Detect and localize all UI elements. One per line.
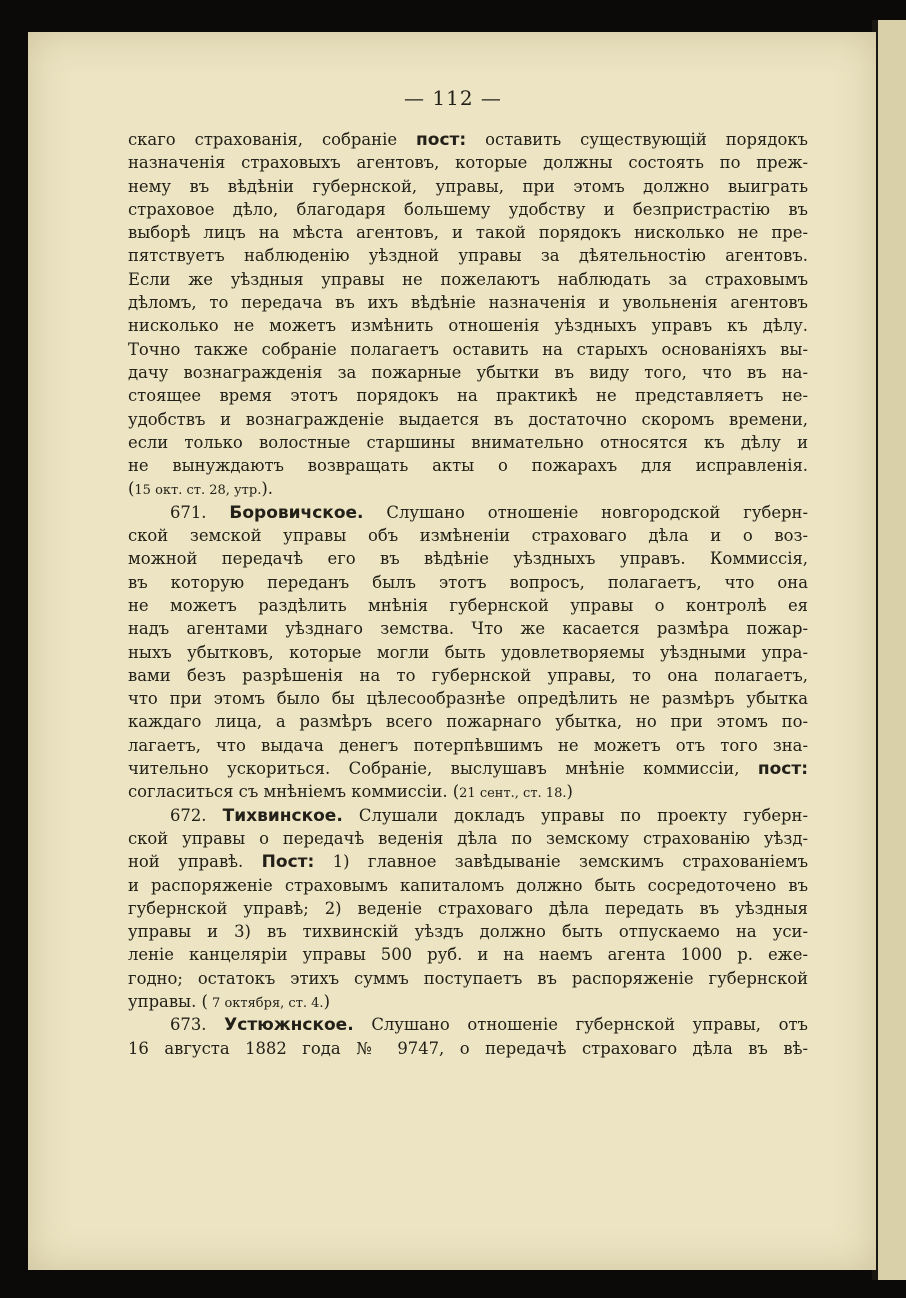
- text-line: [128, 594, 808, 617]
- bold-keyword: Пост:: [261, 852, 315, 873]
- text-segment: годно; остатокъ этихъ суммъ поступаетъ въ распоряженіе губернской: [128, 968, 808, 988]
- text-line: [128, 897, 808, 920]
- text-segment: каждаго лица, а размѣръ всего пожарнаго убытка, но при этомъ по-: [128, 712, 808, 732]
- text-segment: можной передачѣ его въ вѣдѣніе уѣздныхъ управъ. Коммиссія,: [128, 549, 808, 569]
- adjacent-page-edge: [878, 20, 906, 1280]
- text-segment: ской земской управы объ измѣненіи страховаго дѣла и о воз-: [128, 526, 808, 546]
- text-segment: Если же уѣздныя управы не пожелаютъ наблюдать за страховымъ: [128, 269, 808, 289]
- text-segment: Слушано отношеніе новгородской губерн-: [363, 502, 808, 522]
- text-line: [128, 175, 808, 198]
- text-segment: Слушали докладъ управы по проекту губерн-: [342, 805, 808, 825]
- text-segment: пятствуетъ наблюденію уѣздной управы за дѣятельностію агентовъ.: [128, 246, 808, 266]
- text-line: [128, 477, 808, 500]
- text-segment: 1) главное завѣдываніе земскимъ страхованіемъ: [314, 852, 809, 872]
- text-segment: губернской управѣ; 2) веденіе страховаго дѣла передать въ уѣздныя: [128, 898, 808, 918]
- text-segment: вами безъ разрѣшенія на то губернской управы, то она полагаетъ,: [128, 665, 808, 685]
- text-line: [128, 943, 808, 966]
- text-segment: выборѣ лицъ на мѣста агентовъ, и такой порядокъ нисколько не пре-: [128, 223, 808, 243]
- text-line: [128, 408, 808, 431]
- text-segment: и распоряженіе страховымъ капиталомъ должно быть сосредоточено въ: [128, 875, 808, 895]
- bold-keyword: Устюжнское.: [224, 1015, 354, 1036]
- bold-keyword: пост:: [416, 130, 467, 150]
- text-line: [128, 314, 808, 337]
- text-segment: оставить существующій порядокъ: [466, 130, 808, 149]
- text-segment: не вынуждаютъ возвращать акты о пожарахъ для исправленія.: [128, 456, 808, 476]
- text-segment: 16 августа 1882 года № 9747, о передачѣ страховаго дѣла въ вѣ-: [128, 1038, 808, 1058]
- text-line: [128, 431, 808, 454]
- text-segment: согласиться съ мнѣніемъ коммиссіи. (: [128, 782, 460, 802]
- text-line: [128, 244, 808, 267]
- text-line: [128, 641, 808, 664]
- text-segment: 673.: [170, 1015, 225, 1035]
- text-segment: не можетъ раздѣлить мнѣнія губернской управы о контролѣ ея: [128, 595, 808, 615]
- text-segment: Слушано отношеніе губернской управы, отъ: [353, 1015, 808, 1035]
- text-segment: удобствъ и вознагражденіе выдается въ достаточно скоромъ времени,: [128, 409, 808, 429]
- text-segment: въ которую переданъ былъ этотъ вопросъ, полагаетъ, что она: [128, 572, 808, 592]
- text-segment: (: [128, 479, 135, 499]
- text-line: [128, 1037, 808, 1060]
- text-line: [128, 804, 808, 827]
- text-segment: чительно ускориться. Собраніе, выслушавъ мнѣніе коммиссіи,: [128, 759, 758, 779]
- text-segment: страховое дѣло, благодаря большему удобству и безпристрастію въ: [128, 199, 808, 219]
- text-line: [128, 757, 808, 780]
- text-line: [128, 827, 808, 850]
- text-line: [128, 617, 808, 640]
- text-line: [128, 221, 808, 244]
- text-segment: дѣломъ, то передача въ ихъ вѣдѣніе назначенія и увольненія агентовъ: [128, 293, 808, 313]
- text-segment: стоящее время этотъ порядокъ на практикѣ не представляетъ не-: [128, 386, 808, 406]
- text-segment: леніе канцеляріи управы 500 руб. и на наемъ агента 1000 р. еже-: [128, 945, 808, 965]
- text-line: [128, 687, 808, 710]
- text-segment: управы и 3) въ тихвинскій уѣздъ должно быть отпускаемо на уси-: [128, 922, 808, 942]
- text-segment: назначенія страховыхъ агентовъ, которые должны состоять по преж-: [128, 153, 808, 173]
- text-segment: лагаетъ, что выдача денегъ потерпѣвшимъ не можетъ отъ того зна-: [128, 735, 808, 755]
- bold-keyword: пост:: [757, 759, 808, 780]
- bold-keyword: Тихвинское.: [222, 805, 343, 826]
- text-line: [128, 151, 808, 174]
- text-segment: что при этомъ было бы цѣлесообразнѣе опредѣлить не размѣръ убытка: [128, 689, 808, 709]
- text-line: [128, 571, 808, 594]
- text-line: [128, 920, 808, 943]
- text-segment: 671.: [170, 502, 230, 522]
- text-line: [128, 524, 808, 547]
- text-line: [128, 990, 808, 1013]
- text-line: [128, 361, 808, 384]
- text-line: [128, 268, 808, 291]
- text-segment: дачу вознагражденія за пожарные убытки въ виду того, что въ на-: [128, 362, 808, 382]
- page-body-text: [128, 128, 808, 1060]
- text-line: [128, 664, 808, 687]
- text-segment: управы. (: [128, 991, 208, 1011]
- text-line: [128, 501, 808, 524]
- text-line: [128, 547, 808, 570]
- text-segment: 672.: [170, 805, 223, 825]
- text-segment: надъ агентами уѣзднаго земства. Что же касается размѣра пожар-: [128, 619, 808, 639]
- text-segment: нему въ вѣдѣніи губернской, управы, при этомъ должно выиграть: [128, 176, 808, 196]
- text-line: [128, 454, 808, 477]
- text-segment: нисколько не можетъ измѣнить отношенія уѣздныхъ управъ къ дѣлу.: [128, 316, 808, 336]
- text-line: [128, 734, 808, 757]
- text-line: [128, 384, 808, 407]
- page-number: — 112 —: [404, 86, 502, 110]
- text-segment: ): [566, 782, 573, 802]
- citation-text: 7 октября, ст. 4.: [207, 995, 324, 1011]
- text-segment: ной управѣ.: [128, 852, 262, 872]
- text-segment: если только волостные старшины внимательно относятся къ дѣлу и: [128, 432, 808, 452]
- citation-text: 21 сент., ст. 18.: [459, 786, 567, 802]
- text-line: [128, 967, 808, 990]
- text-line: [128, 198, 808, 221]
- text-line: [128, 1013, 808, 1036]
- text-line: [128, 780, 808, 803]
- citation-text: 15 окт. ст. 28, утр.: [134, 483, 262, 499]
- text-segment: Точно также собраніе полагаетъ оставить на старыхъ основаніяхъ вы-: [128, 339, 808, 359]
- text-segment: скаго страхованія, собраніе: [128, 130, 417, 149]
- text-line: [128, 128, 808, 151]
- text-segment: ): [323, 991, 330, 1011]
- text-line: [128, 291, 808, 314]
- text-segment: ).: [261, 479, 273, 499]
- text-line: [128, 874, 808, 897]
- text-line: [128, 710, 808, 733]
- text-line: [128, 338, 808, 361]
- text-segment: ской управы о передачѣ веденія дѣла по земскому страхованію уѣзд-: [128, 828, 808, 848]
- bold-keyword: Боровичское.: [229, 502, 364, 523]
- text-line: [128, 850, 808, 873]
- text-segment: ныхъ убытковъ, которые могли быть удовлетворяемы уѣздными упра-: [128, 642, 808, 662]
